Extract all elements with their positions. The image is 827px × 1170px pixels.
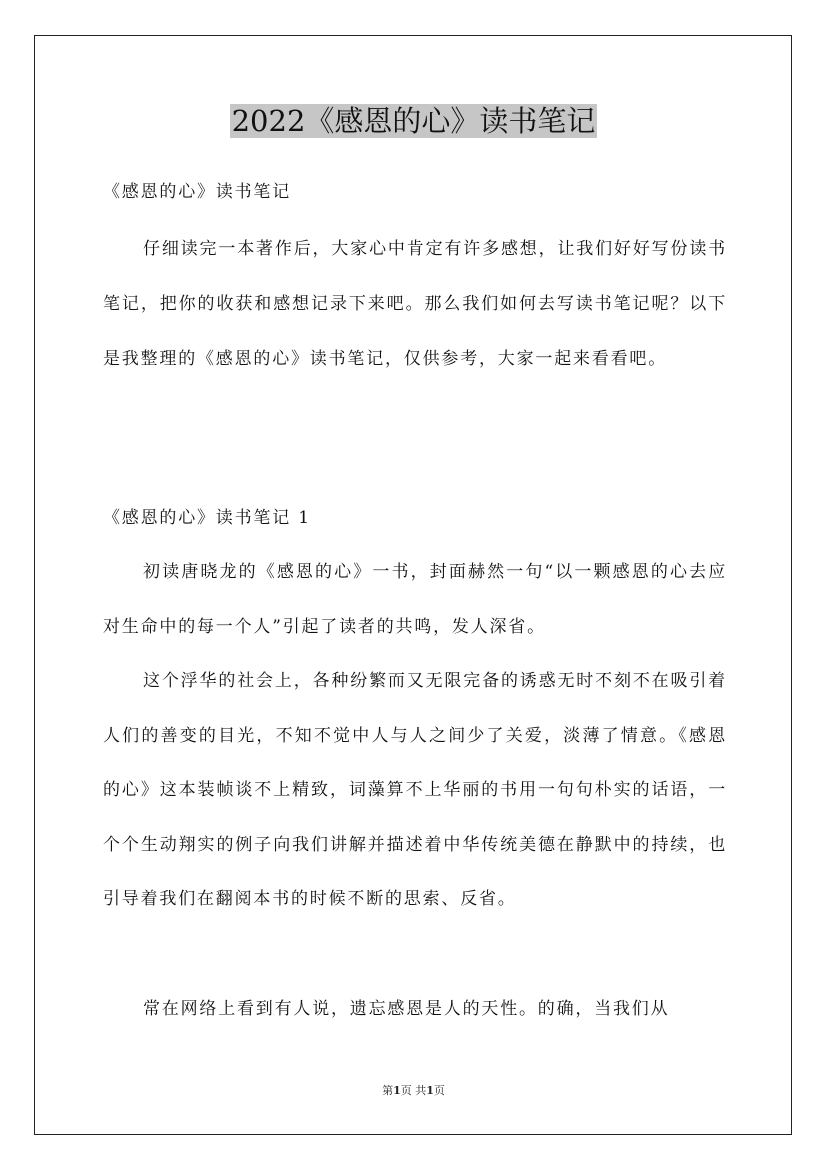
document-title — [0, 100, 827, 142]
body-paragraph: 常在网络上看到有人说，遗忘感恩是人的天性。的确，当我们从 — [143, 999, 670, 1019]
body-paragraph: 初读唐晓龙的《感恩的心》一书，封面赫然一句“以一颗感恩的心去应对生命中的每一个人”引起了读者的共鸣，发人深省。 — [103, 562, 727, 637]
footer-total-pages: 1 — [426, 1084, 434, 1097]
section-heading: 《感恩的心》读书笔记 1 — [103, 508, 311, 528]
footer-current-page: 1 — [393, 1084, 401, 1097]
document-title-text: 2022《感恩的心》读书笔记 — [231, 104, 596, 138]
footer-prefix: 第 — [382, 1084, 394, 1097]
footer-suffix: 页 — [433, 1084, 445, 1097]
footer-middle: 页 共 — [400, 1084, 427, 1097]
body-paragraph: 这个浮华的社会上，各种纷繁而又无限完备的诱惑无时不刻不在吸引着人们的善变的目光，不知不觉中人与人之间少了关爱，淡薄了情意。《感恩的心》这本装帧谈不上精致，词藻算不上华丽的书用一句句朴实的话语，一个个生动翔实的例子向我们讲解并描述着中华传统美德在静默中的持续，也引导着我们在翻阅本书的时候不断的思索、反省。 — [103, 671, 727, 909]
document-subtitle: 《感恩的心》读书笔记 — [103, 182, 291, 202]
page-footer — [0, 1083, 827, 1099]
intro-paragraph: 仔细读完一本著作后，大家心中肯定有许多感想，让我们好好写份读书笔记，把你的收获和感想记录下来吧。那么我们如何去写读书笔记呢？以下是我整理的《感恩的心》读书笔记，仅供参考，大家一起来看看吧。 — [103, 239, 727, 369]
